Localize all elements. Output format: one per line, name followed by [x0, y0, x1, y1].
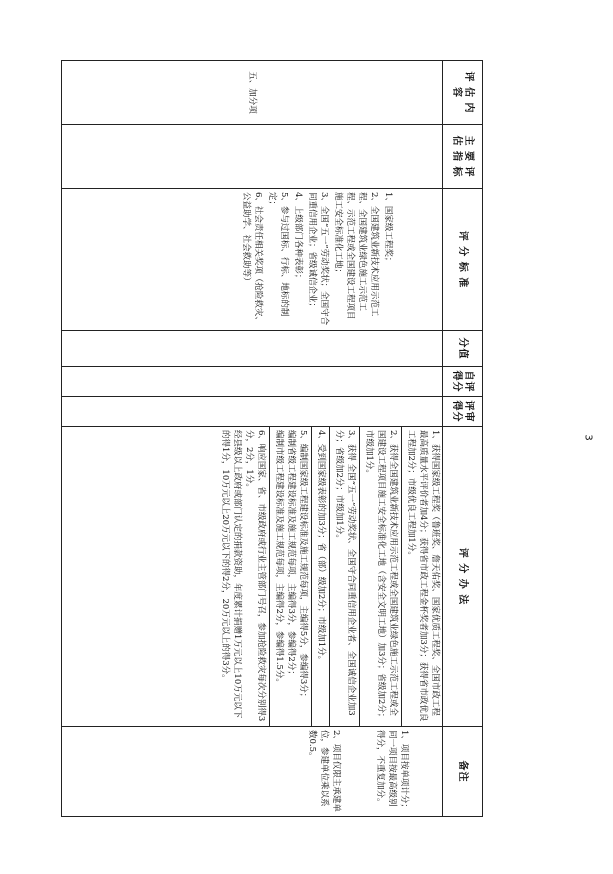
standard-item: 6、社会责任相关奖项（抢险救灾、公益助学、社会救助等）: [241, 192, 263, 325]
header-score: 分值: [443, 331, 483, 367]
method-cell: [62, 427, 443, 727]
note-cell: [62, 727, 443, 817]
method-item: 3、获得 全国“五一”劳动奖状、全国守合同重信用企业者、全国诚信企业加3分；省级加2分；市级加1分。: [334, 430, 356, 716]
page-number: 3: [582, 434, 594, 441]
header-self-score: 自评得分: [443, 367, 483, 397]
header-content: 评 估 内 容: [443, 61, 483, 125]
method-item: 5、编制国家级工程建设标准及施工规范每项，主编得5分，参编得3分； 编制省级工程建设标准及施工规范每项，主编得3分，参编得2分； 编制市级工程建设标准及施工规范每项，主编得2分，参编得1.5分。: [274, 430, 308, 702]
method-item: 6、响应国家、省、市级政府或行业主管部门号召，参加抢险救灾每次分别得3分，2分，1分。 经县级以上政府或部门认定的捐款资助，年度累计捐赠1万元以上10万元以下的得1分，10万元以上20万元以下的得2分，20万元以上的得3分。: [220, 430, 266, 722]
standard-item: 1、国家级工程奖；: [383, 192, 393, 266]
standard-item: 4、上级部门各种表彰；: [293, 192, 303, 283]
standard-item: 3、全国“五一”劳动奖状；全国守合同重信用企业；省级诚信企业；: [307, 192, 329, 326]
method-item: 1、获得国家级工程奖（鲁班奖、詹天佑奖、国家优质工程奖、全国市政工程最高质量水平评价者加4分；获得省市政工程金杯奖者加3分；获得省市政优良工程加2分；市级优良工程加1分。: [406, 430, 440, 722]
note-item: 1、项目按单项计分；同一项目按最高级别得分，不重复加分。: [375, 730, 409, 812]
indicator-cell: [62, 125, 443, 189]
evaluation-table: [61, 60, 483, 817]
category-cell: 五、加分项: [62, 61, 443, 125]
score-cell: [62, 331, 443, 367]
header-indicator: 主 要 评 估 指 标: [443, 125, 483, 189]
review-score-cell: [62, 397, 443, 427]
bonus-row: [62, 61, 443, 817]
header-method: 评 分 办 法: [443, 427, 483, 727]
note-item: 2、项目仅限主承建单位，参建单位乘以系数0.5。: [307, 730, 341, 812]
method-item: 4、受到国家级表彰的加3分；省（部）级加2分；市级加1分。: [316, 430, 326, 665]
standard-cell: [62, 189, 443, 331]
header-review-score: 评审得分: [443, 397, 483, 427]
rotated-table-wrapper: [61, 60, 483, 816]
header-row: [443, 61, 483, 817]
standard-item: 2、全国建筑业新技术应用示范工程、全国建筑业绿色施工示范工程、示范工程或全国建设工程项目施工安全标准化工地；: [333, 192, 379, 320]
header-standard: 评 分 标 准: [443, 189, 483, 331]
standard-item: 5、参与过国标、行标、地标的制定；: [267, 192, 289, 317]
header-note: 备注: [443, 727, 483, 817]
self-score-cell: [62, 367, 443, 397]
method-item: 2、获得全国建筑业新技术应用示范工程或全国建筑业绿色施工示范工程或全国建设工程项目施工安全标准化工地（含安全文明工地）加3分；省级加2分；市级加1分。: [364, 430, 398, 722]
